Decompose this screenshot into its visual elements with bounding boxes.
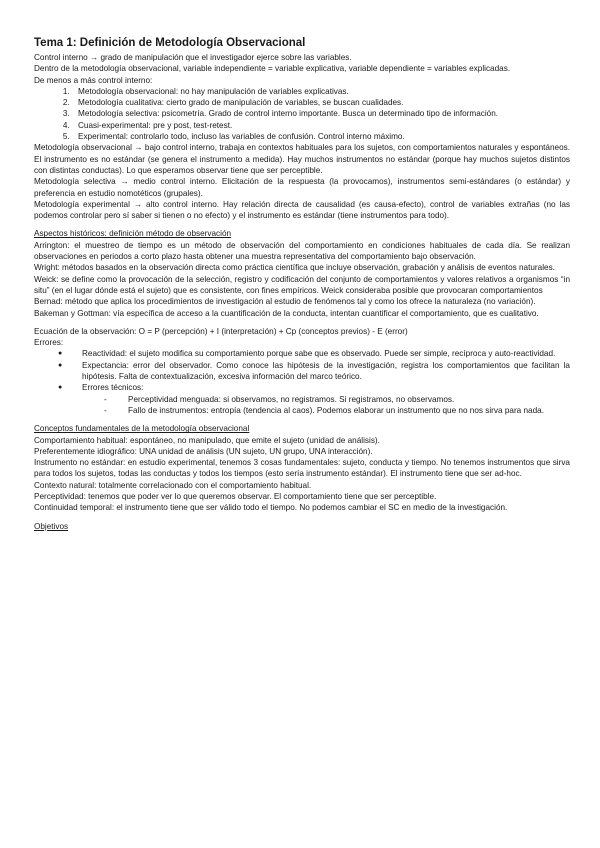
list-item: 5. Experimental: controlarlo todo, incluso las variables de confusión. Control interno máximo.: [72, 131, 570, 142]
concepto-item: Comportamiento habitual: espontáneo, no manipulado, que emite el sujeto (unidad de análisis).: [34, 435, 380, 445]
concepto-item: Perceptividad: tenemos que poder ver lo que queremos observar. El comportamiento tiene que ser perceptible.: [34, 491, 437, 501]
observation-equation: Ecuación de la observación: O = P (percepción) + I (interpretación) + Cp (conceptos previos) - E (error): [34, 326, 408, 336]
list-item: ● Reactividad: el sujeto modifica su comportamiento porque sabe que es observado. Puede ser simple, recíproca y auto-reactividad.: [70, 348, 570, 359]
concepto-item: Instrumento no estándar: en estudio experimental, tenemos 3 cosas fundamentales: sujeto, conducta y tiempo. No tenemos instrumentos que sirva para todos los sujetos, todas las conductas y todos los tiempos (esto sería instrumento estándar). El instrumento tiene que ser ad-hoc.: [34, 458, 570, 479]
historico-item-wright: Wright: métodos basados en la observación directa como práctica científica que incluye observación, grabación y análisis de eventos naturales.: [34, 263, 555, 273]
paragraph-metodologia-selectiva: Metodología selectiva → medio control interno. Elicitación de la respuesta (la provocamos), instrumentos semi-estándares (o estándar) y preferencia en estudio nomotéticos (grupales).: [34, 177, 570, 198]
intro-paragraph-control-interno: Control interno → grado de manipulación que el investigador ejerce sobre las variables.: [34, 53, 352, 62]
list-item: 4. Cuasi-experimental: pre y post, test-retest.: [72, 120, 570, 131]
paragraph-metodologia-observacional: Metodología observacional → bajo control interno, trabaja en contextos habituales para los sujetos, con comportamientos naturales y espontáneos. El instrumento es no estándar (se genera el instrumento a medida). Hay muchos instrumentos no estándar (porque hay muchos sujetos distintos con distintas conductas). Lo que esperamos observar tiene que ser perceptible.: [34, 143, 570, 175]
section-heading-conceptos: Conceptos fundamentales de la metodología observacional: [34, 424, 250, 434]
intro-paragraph-variables: Dentro de la metodología observacional, variable independiente = variable explicativa, variable dependiente = variables explicadas.: [34, 64, 511, 74]
list-item: - Perceptividad menguada: si observamos, no registramos. Si registramos, no observamos.: [118, 394, 570, 405]
list-item: 2. Metodología cualitativa: cierto grado de manipulación de variables, se buscan cualidades.: [72, 97, 570, 108]
concepto-item: Contexto natural: totalmente correlacionado con el comportamiento habitual.: [34, 480, 312, 490]
list-item: 3. Metodología selectiva: psicometría. Grado de control interno importante. Busca un determinado tipo de información.: [72, 108, 570, 119]
historico-item-weick: Weick: se define como la provocación de la selección, registro y codificación del conjunto de comportamientos y valores relativos a organismos “in situ” (en el lugar dónde está el sujeto) que es consistente, con fines empíricos. Weick consideraba posible que provocaran comportamientos: [34, 274, 570, 295]
list-item: ● Expectancia: error del observador. Como conoce las hipótesis de la investigación, registra los comportamientos que facilitan la hipótesis. Falta de contextualización, excesiva información del marco teórico.: [70, 360, 570, 383]
errores-tecnicos-label: Errores técnicos:: [82, 383, 144, 393]
historico-item-bernad: Bernad: método que aplica los procedimientos de investigación al estudio de fenómenos tal y como los ofrece la naturaleza (no variación).: [34, 297, 536, 307]
list-item: 1. Metodología observacional: no hay manipulación de variables explicativas.: [72, 86, 570, 97]
historico-item-bakeman: Bakeman y Gottman: vía específica de acceso a la cuantificación de la conducta, intentan cuantificar el comportamiento, que es cualitativo.: [34, 308, 539, 318]
errores-label: Errores:: [34, 338, 64, 348]
concepto-item: Continuidad temporal: el instrumento tiene que ser válido todo el tiempo. No podemos cambiar el SC en medio de la investigación.: [34, 503, 508, 513]
historico-item-arrington: Arrington: el muestreo de tiempo es un método de observación del comportamiento en condiciones habituales de cada día. Se realizan observaciones en periodos a corto plazo hasta obtener una muestra representativa del comportamiento bajo observación.: [34, 240, 570, 262]
concepto-item: Preferentemente idiográfico: UNA unidad de análisis (UN sujeto, UN grupo, UNA interacción).: [34, 446, 373, 456]
errores-tecnicos-list: [82, 394, 570, 417]
paragraph-metodologia-experimental: Metodología experimental → alto control interno. Hay relación directa de causalidad (es causa-efecto), control de variables extrañas (no las podemos controlar pero sí saber si tienen o no efecto) y el instrumento es estándar (tiene instrumentos para todo).: [34, 199, 570, 221]
document-title: Tema 1: Definición de Metodología Observacional: [34, 37, 306, 49]
intro-paragraph-order: De menos a más control interno:: [34, 75, 153, 85]
control-levels-list: [34, 86, 570, 142]
errores-list: [34, 348, 570, 416]
list-item: - Fallo de instrumentos: entropía (tendencia al caos). Podemos elaborar un instrumento que no nos sirva para nada.: [118, 405, 570, 416]
section-heading-objetivos: Objetivos: [34, 521, 69, 531]
section-heading-historicos: Aspectos históricos: definición método de observación: [34, 229, 232, 239]
list-item: [70, 382, 570, 416]
